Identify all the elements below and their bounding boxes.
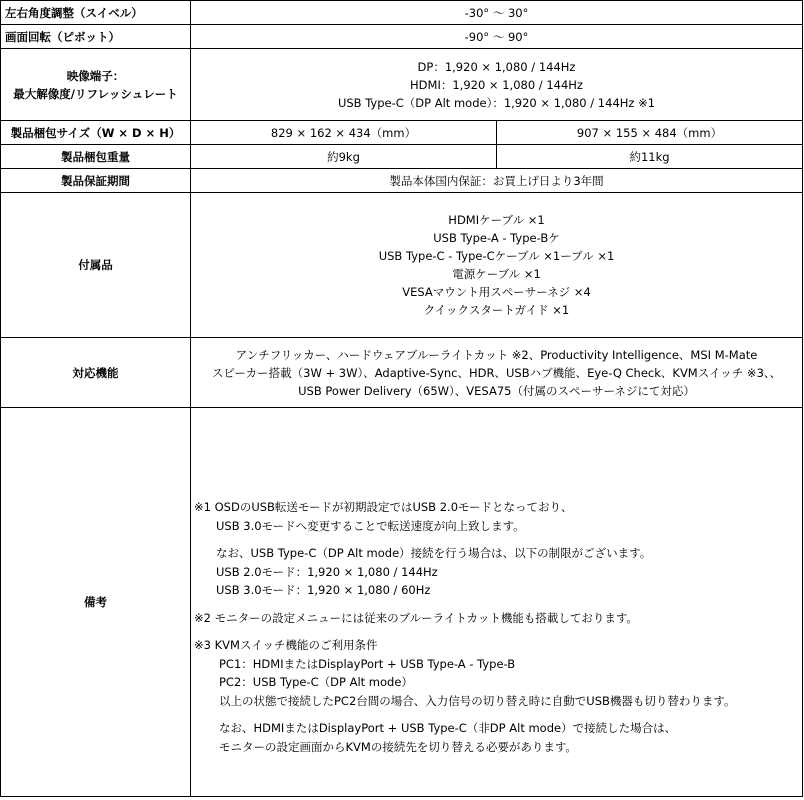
package-weight-label: 製品梱包重量 [1,145,191,169]
note-3-line-d: 以上の状態で接続したPC2台間の場合、入力信号の切り替え時に自動でUSB機器も切り替わります。 [219,693,736,708]
note-1-line-b: USB 3.0モードへ変更することで転送速度が向上致します。 [216,518,525,533]
features-line: アンチフリッカー、ハードウェアブルーライトカット ※2、Productivity Intelligence、MSI M-Mate [235,347,758,362]
row-pivot [1,25,803,49]
row-package-weight [1,145,803,169]
package-weight-value-a: 約9kg [191,145,497,169]
accessory-item: USB Type-A - Type-Bケ [433,231,560,245]
package-weight-value-b: 約11kg [497,145,803,169]
notes-value [191,408,803,797]
pivot-value: -90° ～ 90° [191,25,803,49]
row-warranty [1,169,803,193]
note-3-line-b: PC1：HDMIまたはDisplayPort + USB Type-A - Type-B [219,656,516,671]
features-value [191,338,803,408]
pivot-label: 画面回転（ピボット） [1,25,191,49]
accessory-item: 電源ケーブル ×1 [452,267,541,281]
note-3-line-f: モニターの設定画面からKVMの接続先を切り替える必要があります。 [219,739,577,754]
note-2: ※2 モニターの設定メニューには従来のブルーライトカット機能も搭載しております。 [194,610,638,625]
accessories-label: 付属品 [1,193,191,338]
note-3-line-c: PC2：USB Type-C（DP Alt mode） [219,675,413,689]
ports-label-line-2: 最大解像度/リフレッシュレート [13,86,178,101]
ports-usbc: USB Type-C（DP Alt mode）：1,920 × 1,080 / 144Hz ※1 [337,95,656,110]
row-swivel [1,1,803,25]
accessories-value [191,193,803,338]
note-3-line-a: ※3 KVMスイッチ機能のご利用条件 [194,638,378,652]
package-size-value-b: 907 × 155 × 484（mm） [497,121,803,145]
note-1-line-a: ※1 OSDのUSB転送モードが初期設定ではUSB 2.0モードとなっており、 [194,500,573,514]
accessory-item: HDMIケーブル ×1 [448,213,545,227]
row-features [1,338,803,408]
note-3-line-e: なお、HDMIまたはDisplayPort + USB Type-C（非DP Alt mode）で接続した場合は、 [219,721,677,735]
ports-label-line-1: 映像端子： [66,68,125,83]
notes-label: 備考 [1,408,191,797]
swivel-label: 左右角度調整（スイベル） [1,1,191,25]
note-1-line-c: なお、USB Type-C（DP Alt mode）接続を行う場合は、以下の制限がございます。 [216,546,652,560]
row-ports [1,49,803,121]
features-line: スピーカー搭載（3W + 3W）、Adaptive-Sync、HDR、USBハブ機能、Eye-Q Check、KVMスイッチ ※3、、 [211,365,782,380]
ports-value [191,49,803,121]
package-size-label: 製品梱包サイズ（W × D × H） [1,121,191,145]
ports-label [1,49,191,121]
row-package-size [1,121,803,145]
note-1-line-d: USB 2.0モード：1,920 × 1,080 / 144Hz [216,564,438,579]
ports-hdmi: HDMI：1,920 × 1,080 / 144Hz [410,77,583,92]
swivel-value: -30° ～ 30° [191,1,803,25]
row-accessories [1,193,803,338]
accessory-item: USB Type-C - Type-Cケーブル ×1ーブル ×1 [378,249,615,263]
row-notes [1,408,803,797]
accessory-item: クイックスタートガイド ×1 [423,303,570,317]
features-line: USB Power Delivery（65W）、VESA75（付属のスペーサーネジにて対応） [298,383,695,398]
warranty-label: 製品保証期間 [1,169,191,193]
features-label: 対応機能 [1,338,191,408]
note-1-line-e: USB 3.0モード：1,920 × 1,080 / 60Hz [216,583,431,597]
accessory-item: VESAマウント用スペーサーネジ ×4 [402,285,591,299]
warranty-value: 製品本体国内保証：お買上げ日より3年間 [191,169,803,193]
package-size-value-a: 829 × 162 × 434（mm） [191,121,497,145]
ports-dp: DP：1,920 × 1,080 / 144Hz [417,59,576,74]
